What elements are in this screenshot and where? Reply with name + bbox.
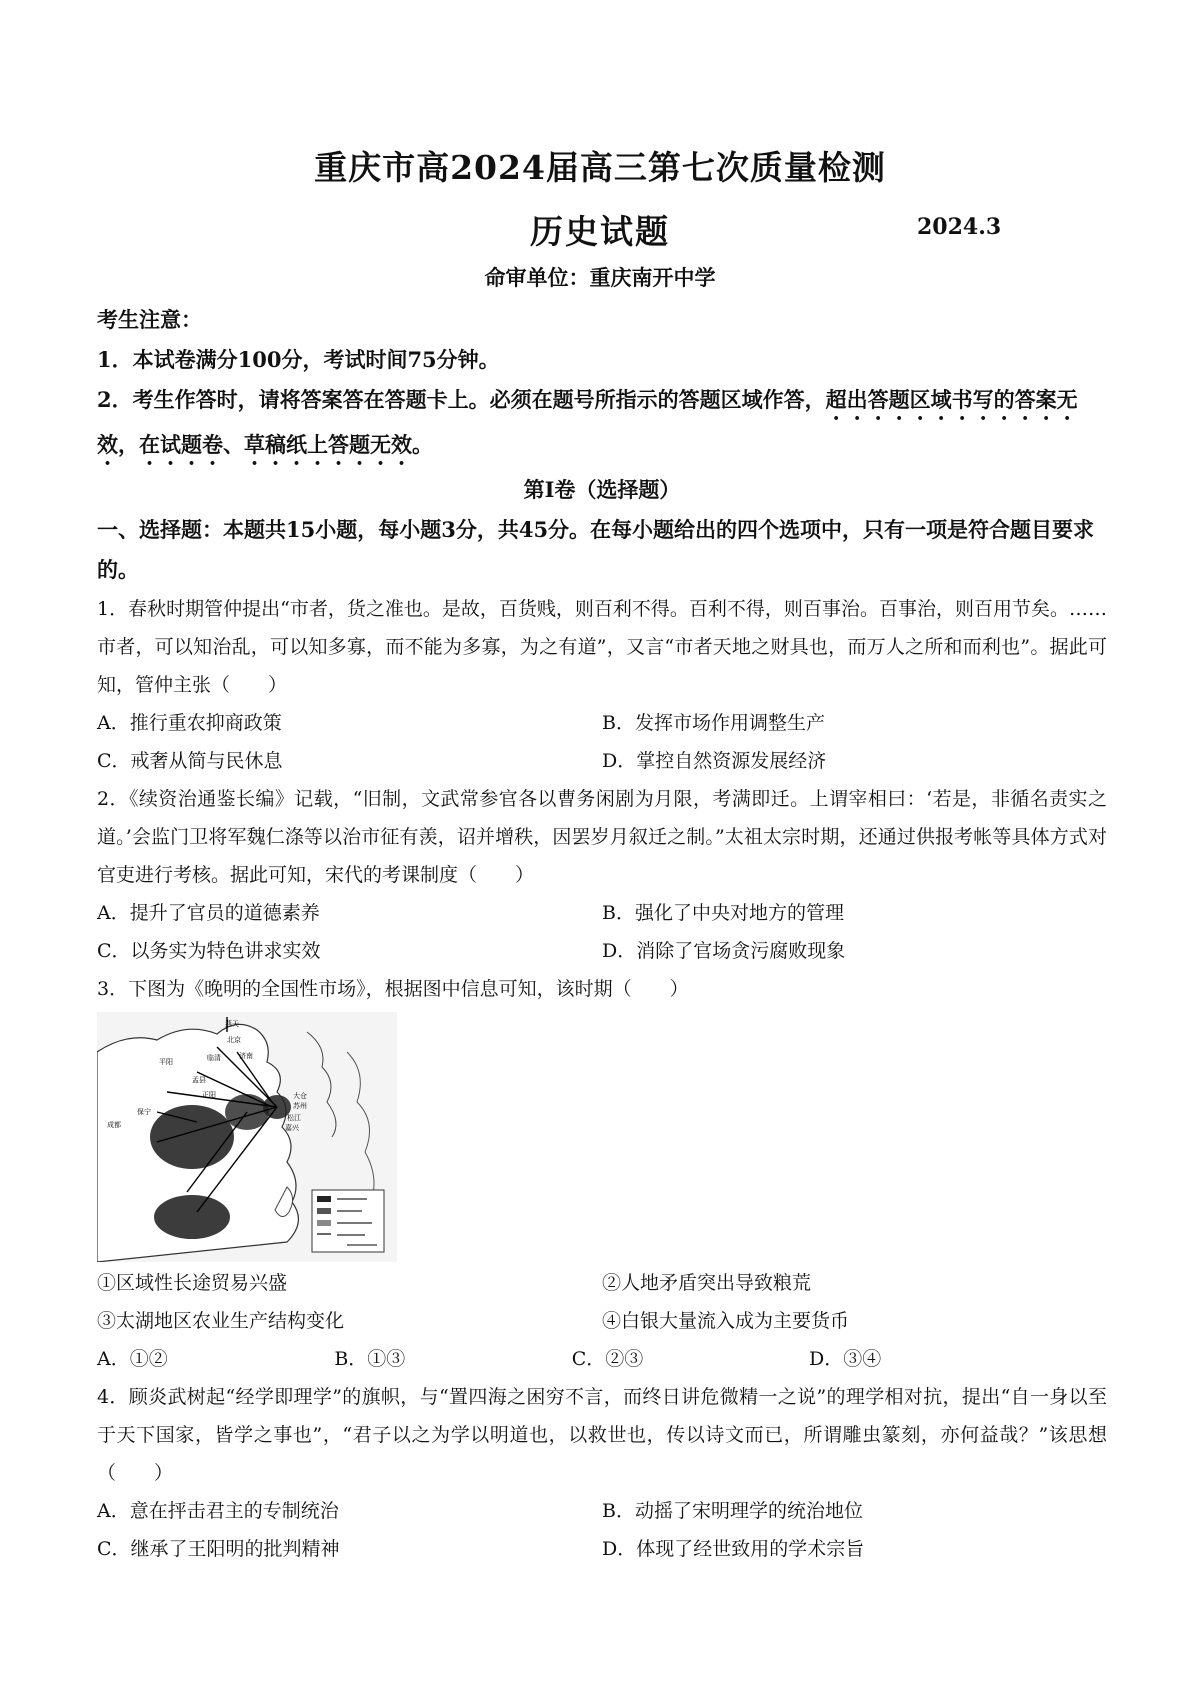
map-label: 济南 (239, 1052, 253, 1060)
option-b: B．①③ (334, 1348, 406, 1370)
question-stem: 4．顾炎武树起“经学即理学”的旗帜，与“置四海之困穷不言，而终日讲危微精一之说”的理学相对抗，提出“自一身以至于天下国家，皆学之事也”，“君子以之为学以明道也，以救世也，传以诗文而已，所谓雕虫篆刻，亦何益哉？”该思想（ ） (97, 1386, 1107, 1484)
map-label: 嘉兴 (285, 1124, 299, 1132)
option-b: B．强化了中央对地方的管理 (602, 902, 844, 924)
sichuan-region (150, 1105, 234, 1169)
option-a: A．①② (97, 1348, 168, 1370)
options (97, 1492, 1107, 1568)
option-d: D．消除了官场贪污腐败现象 (602, 940, 846, 962)
exam-unit: 命审单位：重庆南开中学 (484, 265, 716, 290)
question-stem: 1．春秋时期管仲提出“市者，货之准也。是故，百货贱，则百利不得。百利不得，则百事治。百事治，则百用节矣。……市者，可以知治乱，可以知多寡，而不能为多寡，为之有道”，又言“市者天地之财具也，而万人之所和而利也”。据此可知，管仲主张（ ） (97, 598, 1107, 696)
exam-subtitle: 历史试题 (530, 212, 670, 251)
exam-content (97, 300, 1107, 1568)
map-label: 平阳 (159, 1058, 173, 1066)
option-a: A．提升了官员的道德素养 (97, 902, 320, 924)
statement-1: ①区域性长途贸易兴盛 (97, 1272, 288, 1294)
option-c: C．继承了王阳明的批判精神 (97, 1538, 340, 1560)
notice-item-2-text-a: 2．考生作答时，请将答案答在答题卡上。必须在题号所指示的答题区域作答， (97, 387, 826, 412)
question-4 (97, 1378, 1107, 1568)
late-ming-market-map (97, 1012, 397, 1262)
map-label: 苏州 (293, 1102, 307, 1110)
notice-item-2-emphasis-1: 超出答题区域书写的答案无效 (97, 387, 1078, 457)
option-b: B．发挥市场作用调整生产 (602, 712, 825, 734)
map-label: 临清 (207, 1054, 221, 1062)
legend-swatch (317, 1220, 331, 1226)
option-c: C．②③ (571, 1348, 644, 1370)
map-label: 孟县 (192, 1076, 206, 1084)
legend-swatch (317, 1208, 331, 1214)
option-a: A．推行重农抑商政策 (97, 712, 282, 734)
statement-4: ④白银大量流入成为主要货币 (602, 1310, 850, 1332)
question-3 (97, 970, 1107, 1378)
options (97, 704, 1107, 780)
map-label: 燕天 (225, 1020, 239, 1028)
option-a: A．意在抨击君主的专制统治 (97, 1500, 339, 1522)
exam-title: 重庆市高2024届高三第七次质量检测 (314, 148, 886, 187)
options (97, 894, 1107, 970)
guangdong-region (154, 1195, 230, 1239)
question-1 (97, 590, 1107, 780)
notice-heading: 考生注意： (97, 307, 202, 332)
notice-item-2-emphasis-2: 在试题卷、草稿纸上答题无效 (139, 432, 412, 457)
option-d: D．体现了经世致用的学术宗旨 (602, 1538, 865, 1560)
map-label: 成都 (107, 1121, 121, 1129)
statements (97, 1264, 1107, 1340)
map-label: 大仓 (293, 1092, 307, 1100)
legend-swatch (317, 1196, 331, 1202)
statement-2: ②人地矛盾突出导致粮荒 (602, 1272, 812, 1294)
map-label: 保宁 (137, 1108, 151, 1116)
question-stem: 2．《续资治通鉴长编》记载，“旧制，文武常参官各以曹务闲剧为月限，考满即迁。上谓宰相曰：‘若是，非循名责实之道。’会监门卫将军魏仁涤等以治市征有羡，诏并增秩，因罢岁月叙迁之制。”太祖太宗时期，还通过供报考帐等具体方式对官吏进行考核。据此可知，宋代的考课制度（ ） (97, 788, 1107, 886)
options (97, 1340, 1107, 1378)
notice-item-1: 1．本试卷满分100分，考试时间75分钟。 (97, 347, 500, 372)
option-b: B．动摇了宋明理学的统治地位 (602, 1500, 863, 1522)
map-label: 松江 (287, 1114, 301, 1122)
notice-item-2-text-b: ， (118, 432, 139, 457)
section-instruction: 一、选择题：本题共15小题，每小题3分，共45分。在每小题给出的四个选项中，只有一项是符合题目要求的。 (97, 517, 1095, 582)
option-c: C．以务实为特色讲求实效 (97, 940, 321, 962)
option-d: D．掌控自然资源发展经济 (602, 750, 827, 772)
map-legend (312, 1190, 384, 1252)
map-label: 北京 (227, 1036, 241, 1044)
question-2 (97, 780, 1107, 970)
section-heading: 第Ⅰ卷（选择题） (523, 477, 681, 502)
map-label: 正阳 (202, 1091, 216, 1099)
option-c: C．戒奢从简与民休息 (97, 750, 283, 772)
exam-date: 2024.3 (917, 214, 1002, 240)
notice-item-2-text-c: 。 (412, 432, 433, 457)
question-stem: 3．下图为《晚明的全国性市场》，根据图中信息可知，该时期（ ） (97, 978, 689, 1000)
notice-item-2 (97, 380, 1107, 470)
statement-3: ③太湖地区农业生产结构变化 (97, 1310, 345, 1332)
option-d: D．③④ (809, 1348, 882, 1370)
